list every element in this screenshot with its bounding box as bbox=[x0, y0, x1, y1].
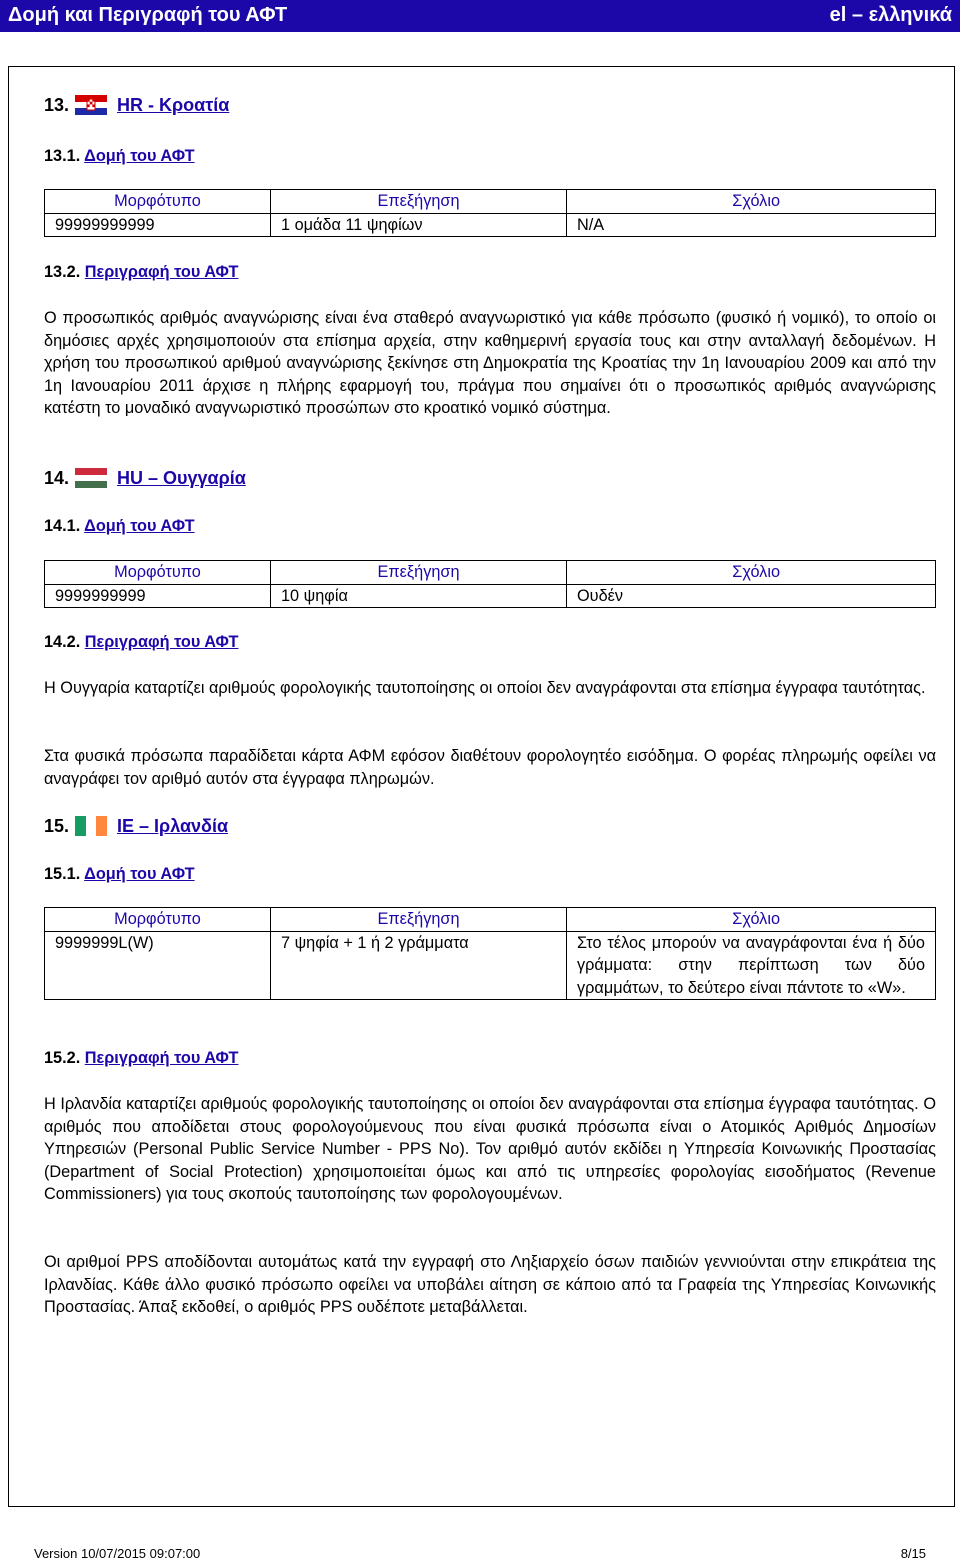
header-explanation: Επεξήγηση bbox=[271, 908, 567, 932]
subheading-ie-structure bbox=[44, 863, 195, 886]
hu-structure-table bbox=[44, 560, 936, 608]
cell-comment: Στο τέλος μπορούν να αναγράφονται ένα ή δύο γράμματα: στην περίπτωση των δύο γραμμάτων, το δεύτερο είναι πάντοτε το «W». bbox=[567, 931, 936, 1000]
subheading-title[interactable]: Δομή του ΑΦΤ bbox=[84, 517, 195, 535]
header-format: Μορφότυπο bbox=[45, 908, 271, 932]
header-comment: Σχόλιο bbox=[567, 561, 936, 585]
page-frame bbox=[8, 66, 955, 1507]
croatia-flag-icon bbox=[75, 95, 107, 115]
hr-structure-table bbox=[44, 189, 936, 237]
subheading-title[interactable]: Δομή του ΑΦΤ bbox=[84, 865, 195, 883]
header-format: Μορφότυπο bbox=[45, 190, 271, 214]
heading-number: 14. bbox=[44, 468, 70, 488]
document-title: Δομή και Περιγραφή του ΑΦΤ bbox=[8, 4, 288, 26]
hungary-flag-icon bbox=[75, 468, 107, 488]
cell-comment: N/A bbox=[567, 213, 936, 237]
heading-title[interactable]: HR - Κροατία bbox=[117, 95, 230, 115]
cell-comment: Ουδέν bbox=[567, 584, 936, 608]
subheading-hr-structure bbox=[44, 145, 195, 168]
ie-description-paragraph-2: Οι αριθμοί PPS αποδίδονται αυτομάτως κατά την εγγραφή στο Ληξιαρχείο όσων παιδιών γεννιούνται στην επικράτεια της Ιρλανδίας. Κάθε άλλο φυσικό πρόσωπο οφείλει να υποβάλει αίτηση σε κάποιο από τα Γραφεία της Υπηρεσίας Κοινωνικής Προστασίας. Άπαξ εκδοθεί, ο αριθμός PPS ουδέποτε μεταβάλλεται. bbox=[44, 1253, 936, 1316]
header-format: Μορφότυπο bbox=[45, 561, 271, 585]
ie-structure-table bbox=[44, 907, 936, 1000]
heading-title[interactable]: HU – Ουγγαρία bbox=[117, 468, 246, 488]
subheading-hr-description bbox=[44, 261, 238, 284]
header-comment: Σχόλιο bbox=[567, 908, 936, 932]
table-row bbox=[45, 213, 936, 237]
cell-format: 9999999999 bbox=[45, 584, 271, 608]
subheading-number: 15.2. bbox=[44, 1049, 81, 1067]
subheading-hu-structure bbox=[44, 515, 195, 538]
hu-description-paragraph-1: Η Ουγγαρία καταρτίζει αριθμούς φορολογικής ταυτοποίησης οι οποίοι δεν αναγράφονται στα επίσημα έγγραφα ταυτότητας. bbox=[44, 679, 926, 697]
table-header-row bbox=[45, 561, 936, 585]
heading-number: 15. bbox=[44, 816, 70, 836]
cell-explanation: 10 ψηφία bbox=[271, 584, 567, 608]
subheading-hu-description bbox=[44, 631, 238, 654]
subheading-number: 13.2. bbox=[44, 263, 81, 281]
language-label: el – ελληνικά bbox=[829, 4, 952, 26]
subheading-title[interactable]: Περιγραφή του ΑΦΤ bbox=[84, 1049, 239, 1067]
cell-explanation: 7 ψηφία + 1 ή 2 γράμματα bbox=[271, 931, 567, 1000]
hu-description-paragraph-2: Στα φυσικά πρόσωπα παραδίδεται κάρτα ΑΦΜ εφόσον διαθέτουν φορολογητέο εισόδημα. Ο φορέας πληρωμής οφείλει να αναγράφει τον αριθμό αυτόν στα έγγραφα πληρωμών. bbox=[44, 747, 936, 788]
subheading-number: 14.1. bbox=[44, 517, 81, 535]
subheading-ie-description bbox=[44, 1047, 238, 1070]
subheading-number: 13.1. bbox=[44, 147, 81, 165]
subheading-title[interactable]: Περιγραφή του ΑΦΤ bbox=[84, 633, 239, 651]
ie-description-paragraph-1: Η Ιρλανδία καταρτίζει αριθμούς φορολογικής ταυτοποίησης οι οποίοι δεν αναγράφονται στα επίσημα έγγραφα ταυτότητας. Ο αριθμός που αποδίδεται στους φορολογούμενους που είναι φυσικά πρόσωπα είναι ο Ατομικός Αριθμός Δημοσίων Υπηρεσιών (Personal Public Service Number - PPS No). Τον αριθμό αυτόν εκδίδει η Υπηρεσία Κοινωνικής Προστασίας (Department of Social Protection) χρησιμοποιείται όμως και από τις υπηρεσίες φορολογίας εισοδήματος (Revenue Commissioners) για τους σκοπούς ταυτοποίησης των φορολογουμένων. bbox=[44, 1095, 936, 1203]
subheading-title[interactable]: Περιγραφή του ΑΦΤ bbox=[84, 263, 239, 281]
table-row bbox=[45, 931, 936, 1000]
header-explanation: Επεξήγηση bbox=[271, 561, 567, 585]
cell-explanation: 1 ομάδα 11 ψηφίων bbox=[271, 213, 567, 237]
table-row bbox=[45, 584, 936, 608]
heading-ie bbox=[44, 815, 228, 838]
heading-number: 13. bbox=[44, 95, 70, 115]
table-header-row bbox=[45, 908, 936, 932]
header-explanation: Επεξήγηση bbox=[271, 190, 567, 214]
top-banner bbox=[0, 0, 960, 32]
subheading-number: 14.2. bbox=[44, 633, 81, 651]
ireland-flag-icon bbox=[75, 816, 107, 836]
heading-hu bbox=[44, 467, 246, 490]
footer-version: Version 10/07/2015 09:07:00 bbox=[34, 1546, 201, 1561]
heading-title[interactable]: IE – Ιρλανδία bbox=[117, 816, 229, 836]
cell-format: 9999999L(W) bbox=[45, 931, 271, 1000]
header-comment: Σχόλιο bbox=[567, 190, 936, 214]
hr-description-paragraph: Ο προσωπικός αριθμός αναγνώρισης είναι ένα σταθερό αναγνωριστικό για κάθε πρόσωπο (φυσικό ή νομικό), το οποίο οι δημόσιες αρχές χρησιμοποιούν στα επίσημα αρχεία, στην καθημερινή εργασία τους και στην ανταλλαγή δεδομένων. Η χρήση του προσωπικού αριθμού αναγνώρισης ξεκίνησε στη Δημοκρατία της Κροατίας την 1η Ιανουαρίου 2009 και από την 1η Ιανουαρίου 2011 άρχισε η πλήρης εφαρμογή του, πράγμα που σημαίνει ότι ο προσωπικός αριθμός αναγνώρισης κατέστη το μοναδικό αναγνωριστικό προσώπων στο κροατικό νομικό σύστημα. bbox=[44, 309, 936, 417]
cell-format: 99999999999 bbox=[45, 213, 271, 237]
heading-hr bbox=[44, 94, 229, 117]
table-header-row bbox=[45, 190, 936, 214]
subheading-number: 15.1. bbox=[44, 865, 81, 883]
footer-page-number: 8/15 bbox=[900, 1546, 926, 1561]
subheading-title[interactable]: Δομή του ΑΦΤ bbox=[84, 147, 195, 165]
